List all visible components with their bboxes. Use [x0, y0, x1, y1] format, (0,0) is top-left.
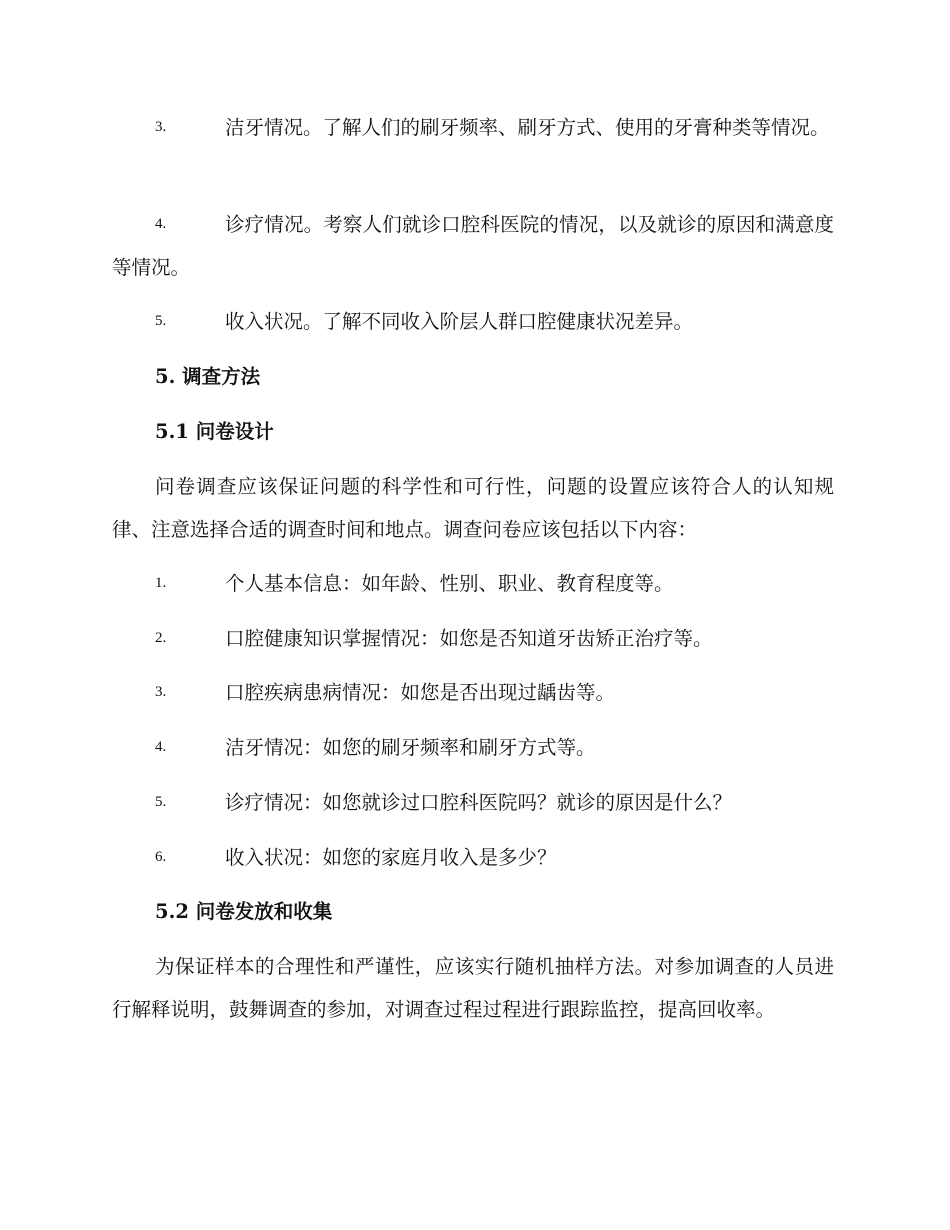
- paragraph: 为保证样本的合理性和严谨性，应该实行随机抽样方法。对参加调查的人员进行解释说明，鼓舞调查的参加，对调查过程过程进行跟踪监控，提高回收率。: [112, 955, 834, 1021]
- list-number: 2.: [155, 630, 167, 646]
- section-heading: 5. 调查方法: [155, 365, 261, 388]
- list-text: 收入状况。了解不同收入阶层人群口腔健康状况差异。: [225, 310, 694, 333]
- list-item: [112, 617, 834, 660]
- list-item: [112, 671, 834, 714]
- list-text: 诊疗情况。考察人们就诊口腔科医院的情况，以及就诊的原因和满意度等情况。: [112, 213, 834, 279]
- list-text: 个人基本信息：如年龄、性别、职业、教育程度等。: [225, 572, 674, 595]
- list-text: 收入状况：如您的家庭月收入是多少？: [225, 846, 557, 869]
- list-number: 3.: [155, 119, 167, 135]
- list-text: 洁牙情况：如您的刷牙频率和刷牙方式等。: [225, 736, 596, 759]
- list-item: [112, 781, 834, 824]
- list-item: [112, 300, 834, 343]
- list-number: 4.: [155, 739, 167, 755]
- list-number: 3.: [155, 684, 167, 700]
- subsection-heading: 5.1 问卷设计: [155, 420, 274, 443]
- list-number: 5.: [155, 313, 167, 329]
- list-item: [112, 836, 834, 879]
- list-text: 口腔健康知识掌握情况：如您是否知道牙齿矫正治疗等。: [225, 627, 713, 650]
- list-item: [112, 203, 834, 289]
- list-number: 1.: [155, 575, 167, 591]
- list-item: [112, 726, 834, 769]
- paragraph: 问卷调查应该保证问题的科学性和可行性，问题的设置应该符合人的认知规律、注意选择合适的调查时间和地点。调查问卷应该包括以下内容：: [112, 475, 834, 541]
- list-text: 诊疗情况：如您就诊过口腔科医院吗？就诊的原因是什么？: [225, 791, 733, 814]
- list-number: 4.: [155, 216, 167, 232]
- subsection-heading: 5.2 问卷发放和收集: [155, 900, 333, 923]
- list-number: 5.: [155, 794, 167, 810]
- list-number: 6.: [155, 849, 167, 865]
- list-item: [112, 562, 834, 605]
- list-item: [112, 106, 834, 149]
- list-text: 洁牙情况。了解人们的刷牙频率、刷牙方式、使用的牙膏种类等情况。: [225, 116, 830, 139]
- list-text: 口腔疾病患病情况：如您是否出现过龋齿等。: [225, 681, 616, 704]
